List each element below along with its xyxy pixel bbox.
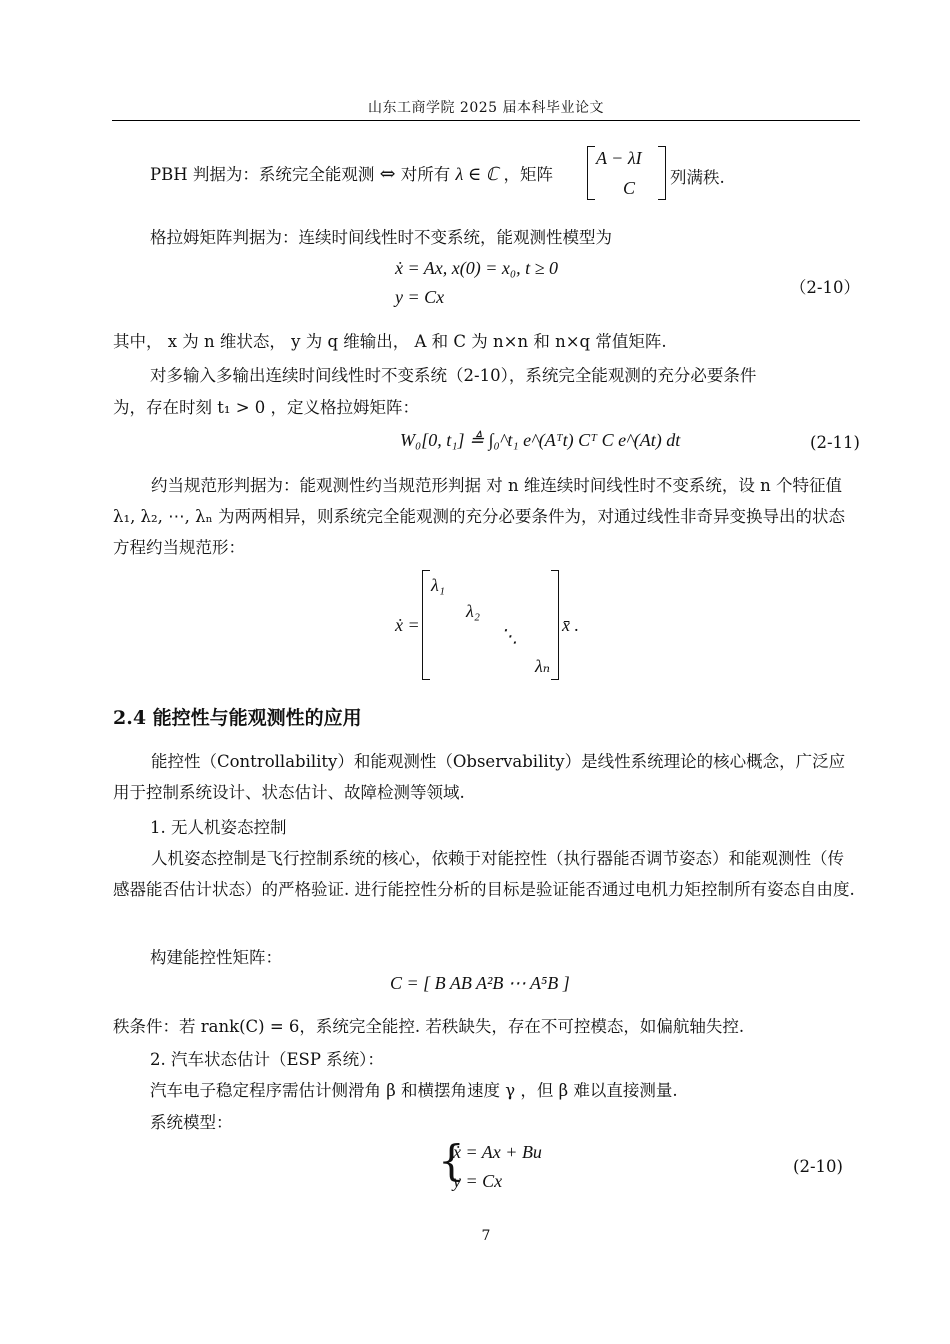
jordan-diag-1: λ₁ bbox=[431, 575, 446, 595]
page-number: 7 bbox=[481, 1228, 491, 1244]
jordan-diag-dots: ⋱ bbox=[500, 626, 518, 646]
page-header: 山东工商学院 2025 届本科毕业论文 bbox=[367, 100, 605, 116]
system-eq-line2: y = Cx bbox=[453, 1171, 503, 1191]
pbh-text-b: 对所有 bbox=[400, 165, 451, 184]
pbh-matrix-bottom: C bbox=[623, 178, 636, 198]
item-2-paragraph: 汽车电子稳定程序需估计侧滑角 β 和横摆角速度 γ ，但 β 难以直接测量. bbox=[150, 1081, 678, 1100]
pbh-matrix-top: A − λI bbox=[596, 148, 642, 168]
gram-para-line2: 为，存在时刻 t₁ > 0 ，定义格拉姆矩阵： bbox=[113, 398, 420, 417]
item-1-heading: 1. 无人机姿态控制 bbox=[150, 818, 287, 837]
section-title: 2.4 能控性与能观测性的应用 bbox=[113, 707, 362, 729]
gram-intro: 格拉姆矩阵判据为：连续时间线性时不变系统，能观测性模型为 bbox=[150, 228, 612, 247]
jordan-matrix-left-bracket bbox=[422, 570, 430, 680]
jordan-rhs: x̄ . bbox=[562, 615, 579, 635]
system-eq-line1: ẋ = Ax + Bu bbox=[453, 1142, 542, 1162]
jordan-diag-n: λₙ bbox=[535, 656, 551, 676]
item-2-heading: 2. 汽车状态估计（ESP 系统）： bbox=[150, 1050, 384, 1069]
gram-where: 其中， x 为 n 维状态， y 为 q 维输出， A 和 C 为 n×n 和 n×q 常值矩阵. bbox=[113, 332, 667, 351]
jordan-diag-2: λ₂ bbox=[466, 601, 481, 621]
controllability-matrix: C = [ B AB A²B ⋯ A⁵B ] bbox=[390, 973, 570, 993]
jordan-matrix-right-bracket bbox=[551, 570, 559, 680]
gram-eq-line2: y = Cx bbox=[395, 287, 445, 307]
pbh-line bbox=[150, 161, 553, 185]
system-brace: { bbox=[438, 1136, 465, 1185]
pbh-text-a: PBH 判据为：系统完全能观测 bbox=[150, 165, 375, 184]
gram-eq-number: （2-10） bbox=[789, 278, 860, 297]
gram-w-eq-number: (2-11) bbox=[810, 433, 860, 452]
pbh-matrix-right-bracket bbox=[658, 146, 666, 200]
system-eq-number: (2-10) bbox=[793, 1157, 843, 1176]
pbh-text-d: 列满秩. bbox=[670, 168, 725, 187]
header-rule bbox=[112, 120, 860, 121]
system-model-label: 系统模型： bbox=[150, 1113, 233, 1132]
iff-symbol: ⇔ bbox=[379, 163, 396, 185]
build-matrix-label: 构建能控性矩阵： bbox=[150, 948, 282, 967]
gram-w-equation: W₀[0, t₁] ≜ ∫₀^t₁ e^(Aᵀt) Cᵀ C e^(At) dt bbox=[400, 430, 681, 450]
rank-condition: 秩条件：若 rank(C) = 6，系统完全能控. 若秩缺失，存在不可控模态，如偏航轴失控. bbox=[113, 1017, 745, 1036]
gram-para-line1: 对多输入多输出连续时间线性时不变系统（2-10），系统完全能观测的充分必要条件 bbox=[150, 366, 757, 385]
jordan-lhs: ẋ = bbox=[395, 615, 420, 635]
pbh-text-c: ，矩阵 bbox=[503, 165, 553, 184]
jordan-paragraph: 约当规范形判据为：能观测性约当规范形判据 对 n 维连续时间线性时不变系统，设 n 个特征值 λ₁, λ₂, ⋯, λₙ 为两两相异，则系统完全能观测的充分必要条件为，对通过线性非奇异变换导出的状态方程约当规范形： bbox=[113, 476, 845, 557]
intro-paragraph: 能控性（Controllability）和能观测性（Observability）是线性系统理论的核心概念，广泛应用于控制系统设计、状态估计、故障检测等领域. bbox=[113, 752, 846, 802]
pbh-matrix-left-bracket bbox=[587, 146, 595, 200]
lambda-in-c: λ ∈ ℂ bbox=[455, 164, 499, 184]
item-1-paragraph: 人机姿态控制是飞行控制系统的核心，依赖于对能控性（执行器能否调节姿态）和能观测性（传感器能否估计状态）的严格验证. 进行能控性分析的目标是验证能否通过电机力矩控制所有姿态自由度. bbox=[113, 849, 855, 899]
gram-eq-line1: ẋ = Ax, x(0) = x₀, t ≥ 0 bbox=[395, 258, 559, 278]
